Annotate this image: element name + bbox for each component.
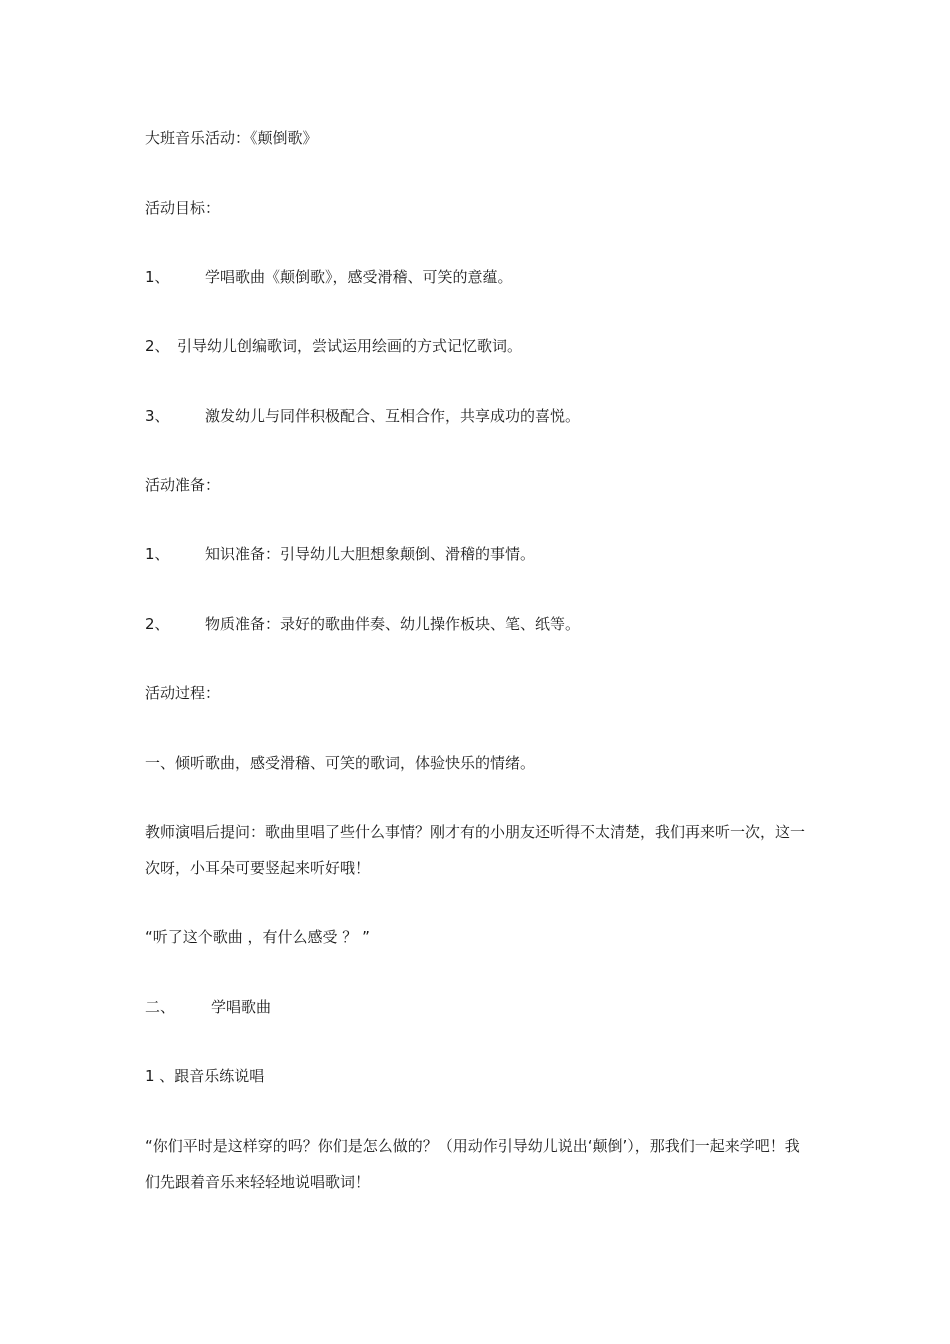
- step-one: 一、倾听歌曲，感受滑稽、可笑的歌词，体验快乐的情绪。: [145, 754, 536, 772]
- prep-item: [145, 606, 810, 642]
- prep-text: 知识准备：引导幼儿大胆想象颠倒、滑稽的事情。: [205, 545, 536, 563]
- step-two-text: 学唱歌曲: [211, 998, 272, 1016]
- step-two: [145, 989, 810, 1025]
- document-title: 大班音乐活动：《颠倒歌》: [145, 129, 318, 147]
- goal-item: [145, 328, 810, 364]
- step-two-number: 二、: [145, 998, 176, 1016]
- goal-text: 学唱歌曲《颠倒歌》，感受滑稽、可笑的意蕴。: [205, 268, 513, 286]
- quote-feeling: “听了这个歌曲 ，有什么感受 ？ ”: [145, 928, 370, 946]
- prep-text: 物质准备：录好的歌曲伴奏、幼儿操作板块、笔、纸等。: [205, 615, 581, 633]
- process-heading: 活动过程：: [145, 684, 221, 702]
- teacher-paragraph: 教师演唱后提问：歌曲里唱了些什么事情？刚才有的小朋友还听得不太清楚，我们再来听一次，这一次呀，小耳朵可要竖起来听好哦！: [145, 823, 806, 877]
- prep-number: 1、: [145, 545, 170, 563]
- goal-number: 1、: [145, 268, 170, 286]
- prep-heading: 活动准备：: [145, 476, 221, 494]
- goal-number: 2、: [145, 337, 170, 355]
- prep-number: 2、: [145, 615, 170, 633]
- goal-item: [145, 398, 810, 434]
- goal-item: [145, 259, 810, 295]
- sub-step-one: 1 、跟音乐练说唱: [145, 1067, 265, 1085]
- goal-text: 激发幼儿与同伴积极配合、互相合作，共享成功的喜悦。: [205, 407, 581, 425]
- goals-heading: 活动目标：: [145, 199, 221, 217]
- prep-item: [145, 536, 810, 572]
- quote-paragraph: “你们平时是这样穿的吗？你们是怎么做的？（用动作引导幼儿说出‘颠倒’），那我们一起来学吧！我们先跟着音乐来轻轻地说唱歌词！: [145, 1137, 800, 1191]
- goal-number: 3、: [145, 407, 170, 425]
- goal-text: 引导幼儿创编歌词，尝试运用绘画的方式记忆歌词。: [177, 337, 523, 355]
